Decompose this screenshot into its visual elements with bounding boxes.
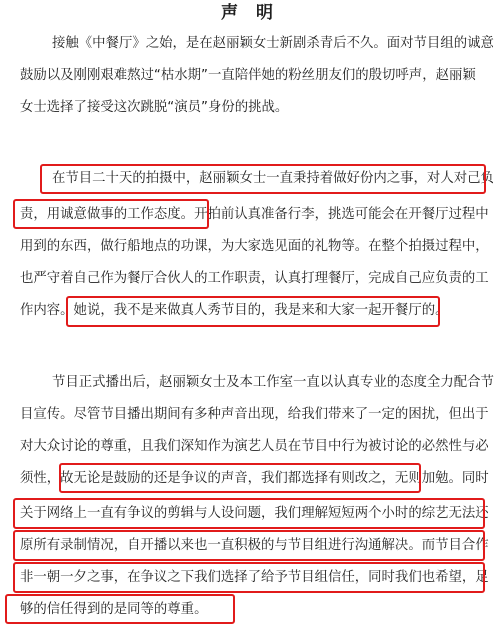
paragraph-3-line-8: 够的信任得到的是同等的尊重。 <box>20 602 208 617</box>
highlight-box-6 <box>13 530 485 561</box>
highlight-box-1 <box>40 164 486 194</box>
paragraph-2-line-3: 用到的东西，做行船地点的功课，为大家选见面的礼物等。在整个拍摄过程中， <box>20 239 489 254</box>
paragraph-2-line-4: 也严守着自己作为餐厅合伙人的工作职责，认真打理餐厅，完成自己应负责的工 <box>20 271 489 286</box>
paragraph-1-line-2: 鼓励以及刚刚艰难熬过“枯水期”一直陪伴她的粉丝朋友们的殷切呼声，赵丽颖 <box>20 68 476 83</box>
paragraph-2-line-2: 责，用诚意做事的工作态度。开拍前认真准备行李，挑选可能会在开餐厅过程中 <box>20 207 489 222</box>
paragraph-3-line-5: 关于网络上一直有争议的剪辑与人设问题，我们理解短短两个小时的综艺无法还 <box>20 506 489 521</box>
highlight-box-4 <box>59 463 421 493</box>
highlight-box-8 <box>5 594 235 624</box>
paragraph-3-line-6: 原所有录制情况，自开播以来也一直积极的与节目组进行沟通解决。而节目合作 <box>20 538 489 553</box>
highlight-box-5 <box>13 498 485 529</box>
highlight-box-7 <box>13 562 485 593</box>
paragraph-3-line-4: 须性，故无论是鼓励的还是争议的声音，我们都选择有则改之，无则加勉。同时 <box>20 471 489 486</box>
paragraph-2-line-1: 在节目二十天的拍摄中，赵丽颖女士一直秉持着做好份内之事，对人对己负 <box>52 171 494 186</box>
paragraph-1-line-3: 女士选择了接受这次跳脱“演员”身份的挑战。 <box>20 100 289 115</box>
paragraph-3-line-1: 节目正式播出后，赵丽颖女士及本工作室一直以认真专业的态度全力配合节 <box>52 375 494 390</box>
paragraph-3-line-3: 对大众讨论的尊重，且我们深知作为演艺人员在节目中行为被讨论的必然性与必 <box>20 439 489 454</box>
paragraph-3-line-7: 非一朝一夕之事，在争议之下我们选择了给予节目组信任，同时我们也希望，足 <box>20 570 489 585</box>
document-title: 声 明 <box>221 3 279 23</box>
paragraph-3-line-2: 目宣传。尽管节目播出期间有多种声音出现，给我们带来了一定的困扰，但出于 <box>20 407 489 422</box>
highlight-box-3 <box>66 296 440 327</box>
highlight-box-2 <box>13 199 209 229</box>
paragraph-2-line-5: 作内容。她说，我不是来做真人秀节目的，我是来和大家一起开餐厅的。 <box>20 303 449 318</box>
paragraph-1-line-1: 接触《中餐厅》之始，是在赵丽颖女士新剧杀青后不久。面对节目组的诚意 <box>52 36 494 51</box>
